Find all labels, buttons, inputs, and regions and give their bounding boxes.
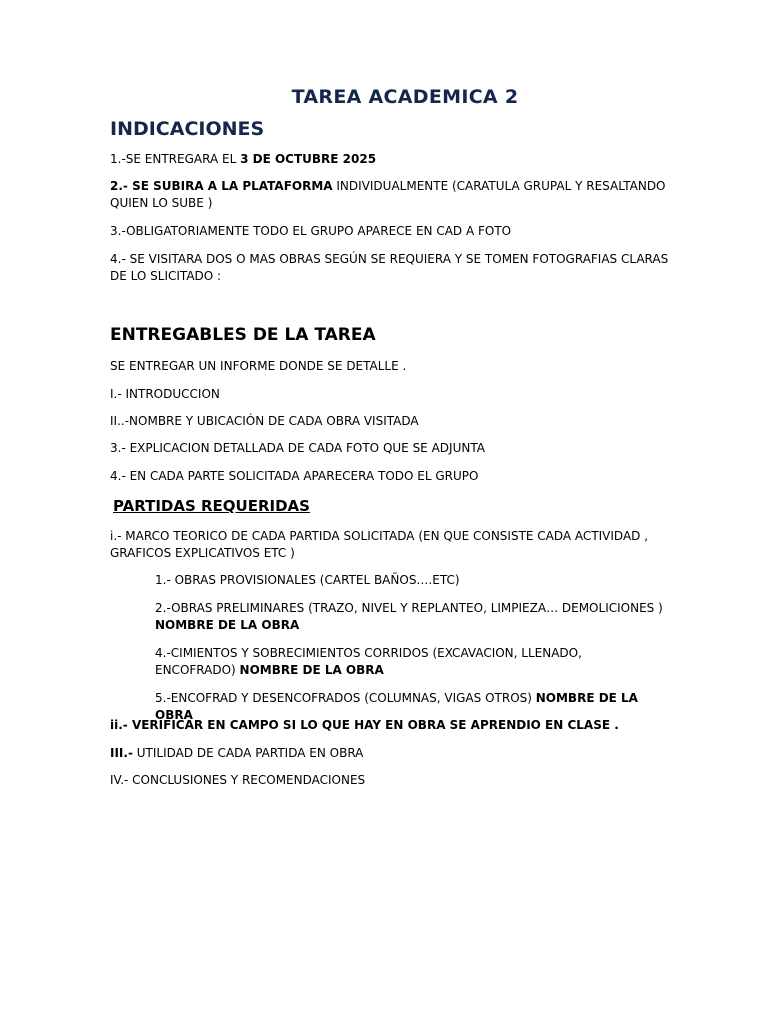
- indicacion-item-4: 4.- SE VISITARA DOS O MAS OBRAS SEGÚN SE REQUIERA Y SE TOMEN FOTOGRAFIAS CLARAS DE LO SLICITADO :: [110, 252, 669, 283]
- partida-sub-item-3: [155, 645, 665, 679]
- indicacion-1-text: 1.-SE ENTREGARA EL: [110, 152, 241, 166]
- document-title: TAREA ACADEMICA 2: [291, 86, 519, 108]
- partida-3-text: 4.-CIMIENTOS Y SOBRECIMIENTOS CORRIDOS (EXCAVACION, LLENADO, ENCOFRADO): [155, 646, 582, 677]
- entregable-item-1: I.- INTRODUCCION: [110, 387, 220, 401]
- indicacion-2-text: INDIVIDUALMENTE (CARATULA GRUPAL Y RESALTANDO QUIEN LO SUBE ): [110, 179, 666, 210]
- verificar-text: ii.- VERIFICAR EN CAMPO SI LO QUE HAY EN OBRA SE APRENDIO EN CLASE .: [110, 718, 619, 732]
- partida-3-obra: NOMBRE DE LA OBRA: [239, 663, 384, 677]
- indicacion-item-1: [110, 151, 670, 168]
- partidas-heading: PARTIDAS REQUERIDAS: [113, 497, 310, 515]
- verificar-item: [110, 717, 670, 734]
- conclusiones-item: IV.- CONCLUSIONES Y RECOMENDACIONES: [110, 773, 366, 787]
- indicacion-2-bold: 2.- SE SUBIRA A LA PLATAFORMA: [110, 179, 333, 193]
- partida-sub-item-2: [155, 600, 665, 634]
- partida-sub-item-1: 1.- OBRAS PROVISIONALES (CARTEL BAÑOS….ETC): [155, 573, 460, 587]
- indicacion-1-date: 3 DE OCTUBRE 2025: [240, 152, 377, 166]
- marco-teorico-item: i.- MARCO TEORICO DE CADA PARTIDA SOLICITADA (EN QUE CONSISTE CADA ACTIVIDAD , GRAFICOS EXPLICATIVOS ETC ): [110, 529, 649, 560]
- utilidad-item: [110, 745, 670, 762]
- entregable-item-2: II..-NOMBRE Y UBICACIÓN DE CADA OBRA VISITADA: [110, 414, 419, 428]
- indicacion-item-3: 3.-OBLIGATORIAMENTE TODO EL GRUPO APARECE EN CAD A FOTO: [110, 224, 512, 238]
- partida-2-text: 2.-OBRAS PRELIMINARES (TRAZO, NIVEL Y REPLANTEO, LIMPIEZA… DEMOLICIONES ): [155, 601, 663, 615]
- entregable-item-4: 4.- EN CADA PARTE SOLICITADA APARECERA TODO EL GRUPO: [110, 469, 479, 483]
- partida-4-obra: NOMBRE DE LA OBRA: [155, 691, 638, 722]
- utilidad-text: UTILIDAD DE CADA PARTIDA EN OBRA: [132, 746, 364, 760]
- entregable-item-3: 3.- EXPLICACION DETALLADA DE CADA FOTO QUE SE ADJUNTA: [110, 441, 485, 455]
- partida-2-obra: NOMBRE DE LA OBRA: [155, 618, 300, 632]
- entregables-intro: SE ENTREGAR UN INFORME DONDE SE DETALLE .: [110, 359, 407, 373]
- indicacion-item-2: [110, 178, 670, 212]
- indicaciones-heading: INDICACIONES: [110, 118, 265, 140]
- partida-4-text: 5.-ENCOFRAD Y DESENCOFRADOS (COLUMNAS, VIGAS OTROS): [155, 691, 536, 705]
- entregables-heading: ENTREGABLES DE LA TAREA: [110, 325, 376, 345]
- utilidad-label: III.-: [110, 746, 133, 760]
